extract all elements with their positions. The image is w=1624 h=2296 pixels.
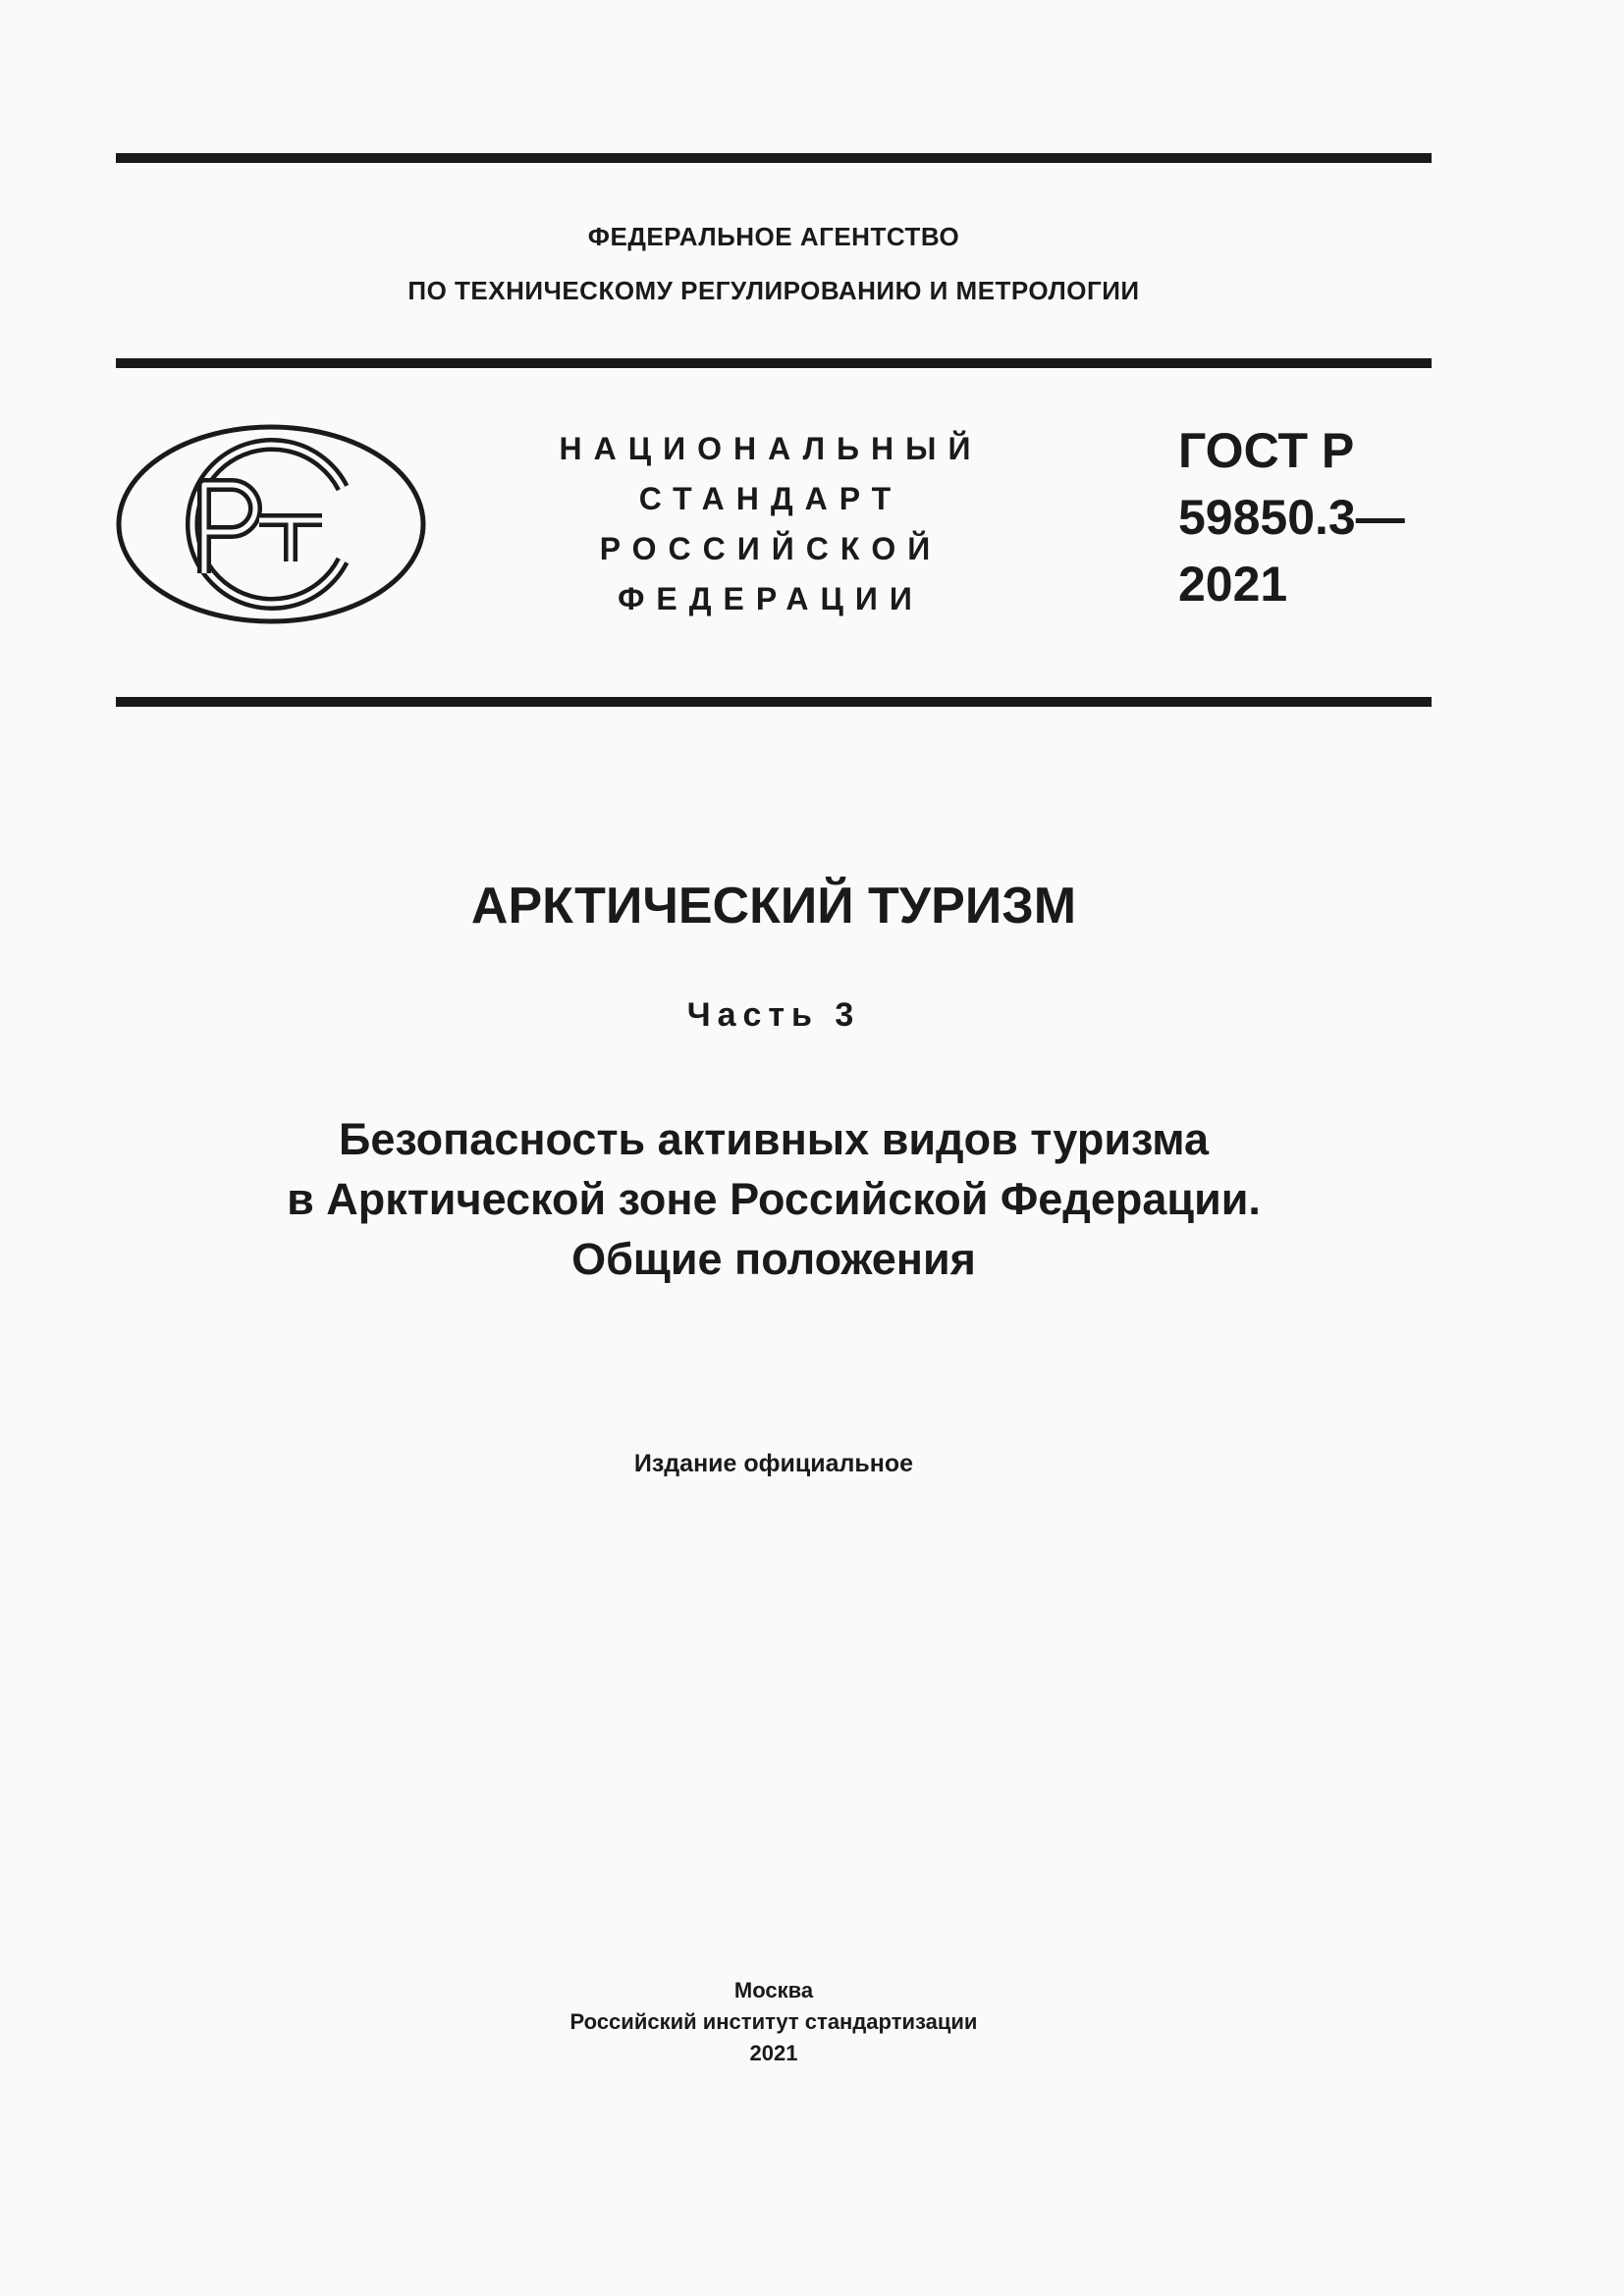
subtitle-line: в Арктической зоне Российской Федерации. <box>287 1174 1261 1224</box>
national-standard-line: СТАНДАРТ <box>638 481 903 516</box>
publication-year: 2021 <box>749 2041 798 2065</box>
document-title: АРКТИЧЕСКИЙ ТУРИЗМ <box>470 878 1077 934</box>
subtitle-line: Безопасность активных видов туризма <box>339 1114 1209 1164</box>
subtitle-line: Общие положения <box>571 1234 976 1284</box>
agency-line-1: ФЕДЕРАЛЬНОЕ АГЕНТСТВО <box>587 222 960 251</box>
rst-certification-mark-icon <box>116 424 426 624</box>
publisher-block <box>116 1975 1432 2069</box>
publisher-city: Москва <box>733 1978 814 2002</box>
national-standard-line: РОССИЙСКОЙ <box>599 531 943 566</box>
standard-designation <box>1178 417 1405 617</box>
edition-note: Издание официальное <box>633 1450 914 1477</box>
agency-bottom-rule <box>116 358 1432 368</box>
part-number: Часть 3 <box>686 996 861 1034</box>
header-bottom-rule <box>116 697 1432 707</box>
national-standard-line: ФЕДЕРАЦИИ <box>618 581 924 616</box>
national-standard-line: НАЦИОНАЛЬНЫЙ <box>559 431 983 466</box>
document-subtitle <box>116 1109 1432 1289</box>
agency-line-2: ПО ТЕХНИЧЕСКОМУ РЕГУЛИРОВАНИЮ И МЕТРОЛОГИИ <box>407 276 1140 305</box>
designation-line: 2021 <box>1178 557 1288 612</box>
designation-line: ГОСТ Р <box>1178 423 1355 478</box>
top-rule <box>116 153 1432 163</box>
national-standard-label <box>550 424 992 624</box>
publisher-institute: Российский институт стандартизации <box>569 2009 978 2034</box>
designation-line: 59850.3— <box>1178 490 1405 545</box>
